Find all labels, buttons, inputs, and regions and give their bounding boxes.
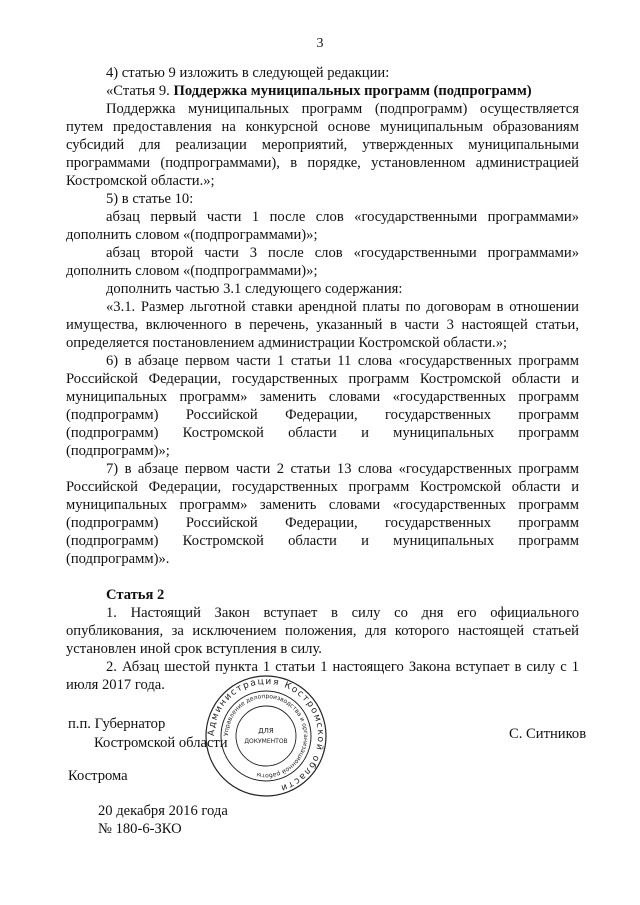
item5-paragraph-b: абзац второй части 3 после слов «государственными программами» дополнить словом «(подпрограммами)»; (66, 245, 579, 279)
item7: 7) в абзаце первом части 2 статьи 13 слова «государственных программ Российской Федерации, государственных программ Костромской области и муниципальных программ» заменить словами «государственных программ (подпрограмм) Российской Федерации, государственных программ (подпрограмм) Костромской области и муниципальных программ (подпрограмм)». (66, 461, 579, 567)
document-body (66, 64, 579, 694)
stamp-inner-text: Управление делопроизводства и организационной работы (222, 692, 310, 780)
item4-intro: 4) статью 9 изложить в следующей редакции: (106, 65, 390, 81)
signatory-name: С. Ситников (509, 726, 587, 742)
article2-title: Статья 2 (106, 587, 165, 603)
article9-title: Поддержка муниципальных программ (подпрограмм) (173, 83, 532, 99)
item6: 6) в абзаце первом части 1 статьи 11 слова «государственных программ Российской Федерации, государственных программ Костромской области и муниципальных программ» заменить словами «государственных программ (подпрограмм) Российской Федерации, государственных программ (подпрограмм) Костромской области и муниципальных программ (подпрограмм)»; (66, 353, 579, 459)
article2-paragraph-1: 1. Настоящий Закон вступает в силу со дня его официального опубликования, за исключением положения, для которого настоящей статьей установлен иной срок вступления в силу. (66, 605, 579, 657)
date: 20 декабря 2016 года (98, 803, 228, 819)
article2-paragraph-2: 2. Абзац шестой пункта 1 статьи 1 настоящего Закона вступает в силу с 1 июля 2017 года. (66, 659, 579, 693)
item5-paragraph-c: дополнить частью 3.1 следующего содержания: (106, 281, 403, 297)
signatory-line-1: п.п. Губернатор (68, 716, 166, 732)
law-number: № 180-6-ЗКО (98, 821, 182, 837)
stamp-inner-ring (236, 706, 296, 766)
signatory-line-2: Костромской области (94, 735, 228, 751)
stamp-middle-ring (221, 691, 311, 781)
item5-quote: «3.1. Размер льготной ставки арендной платы по договорам в отношении имущества, включенного в перечень, указанный в части 3 настоящей статьи, определяется постановлением администрации Костромской области.»; (66, 299, 579, 351)
item5-paragraph-a: абзац первый части 1 после слов «государственными программами» дополнить словом «(подпрограммами)»; (66, 209, 579, 243)
stamp-center-line-1: ДЛЯ (258, 727, 274, 735)
article9-heading (66, 82, 579, 100)
place: Кострома (68, 768, 128, 784)
page-number: 3 (316, 36, 324, 51)
article9-prefix: «Статья 9. (106, 83, 174, 99)
article9-text: Поддержка муниципальных программ (подпрограмм) осуществляется путем предоставления на конкурсной основе муниципальным образованиям субсидий для реализации мероприятий, утвержденных муниципальными программами (подпрограммами), в порядке, установленном администрацией Костромской области.»; (66, 101, 579, 189)
official-stamp (204, 674, 328, 798)
item5-intro: 5) в статье 10: (106, 191, 194, 207)
stamp-center-line-2: ДОКУМЕНТОВ (244, 738, 288, 745)
stamp-outer-text: Администрация Костромской области (206, 676, 326, 794)
date-block (98, 802, 228, 838)
